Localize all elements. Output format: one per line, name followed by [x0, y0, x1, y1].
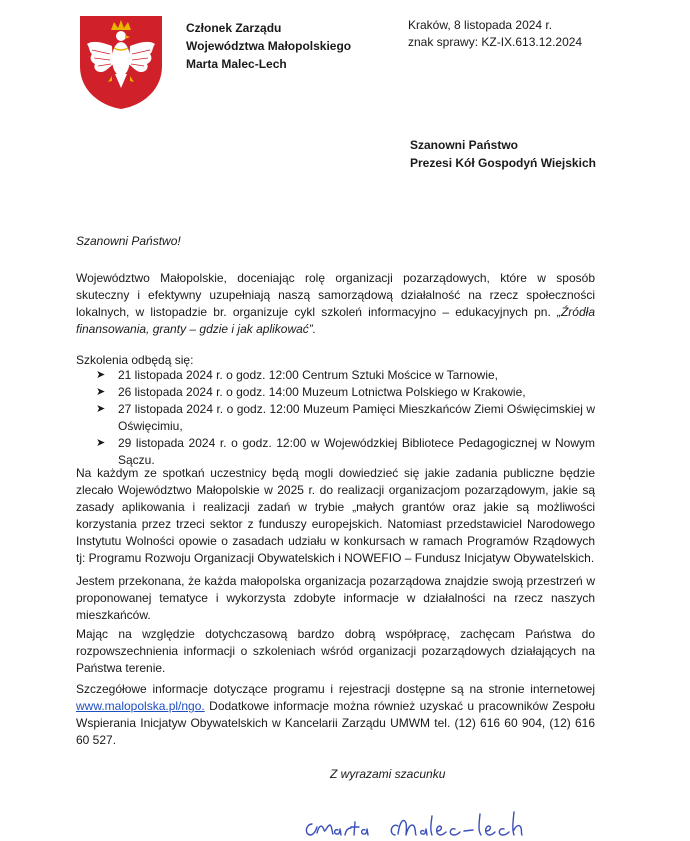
addressee-block	[410, 136, 596, 172]
addressee-salutation: Szanowni Państwo	[410, 138, 519, 152]
list-item: ➤ 29 listopada 2024 r. o godz. 12:00 w Wojewódzkiej Bibliotece Pedagogicznej w Nowym Sączu.	[96, 436, 595, 467]
case-reference: znak sprawy: KZ-IX.613.12.2024	[408, 35, 583, 49]
arrow-bullet-icon: ➤	[96, 403, 106, 415]
sender-office: Województwa Małopolskiego	[186, 39, 352, 53]
ngo-website-link[interactable]: www.malopolska.pl/ngo.	[76, 699, 205, 713]
training-series-title: „Źródła finansowania, granty – gdzie i jak aplikować”.	[76, 305, 595, 336]
sender-name: Marta Malec-Lech	[186, 57, 287, 71]
addressee-recipients: Prezesi Kół Gospodyń Wiejskich	[410, 156, 596, 170]
coat-of-arms-logo	[78, 14, 164, 110]
arrow-bullet-icon: ➤	[96, 386, 106, 398]
trainings-intro: Szkolenia odbędą się:	[76, 353, 194, 367]
letter-meta	[408, 17, 582, 51]
handwritten-signature	[298, 800, 558, 841]
greeting: Szanowni Państwo!	[76, 234, 181, 248]
paragraph-contact: Szczegółowe informacje dotyczące programu i rejestracji dostępne są na stronie internetowej www.malopolska.pl/ngo. Dodatkowe informacje można również uzyskać u pracowników Zespołu Wspierania Inicjatyw Obywatelskich w Kancelarii Zarządu UMWM tel. (12) 616 60 904, (12) 616 60 527.	[76, 682, 595, 747]
closing-phrase: Z wyrazami szacunku	[330, 767, 446, 781]
paragraph-intro-text: Województwo Małopolskie, doceniając rolę organizacji pozarządowych, które w sposób skuteczny i efektywny uzupełniają naszą samorządową działalność na rzecz społeczności lokalnych, w listopadzie br. organizuje cykl szkoleń informacyjno – edukacyjnych pn.	[76, 271, 595, 319]
list-item: ➤ 26 listopada 2024 r. o godz. 14:00 Muzeum Lotnictwa Polskiego w Krakowie,	[96, 385, 526, 399]
list-item: ➤ 27 listopada 2024 r. o godz. 12:00 Muzeum Pamięci Mieszkańców Ziemi Oświęcimskiej w Oświęcimiu,	[96, 402, 595, 433]
sender-block	[186, 19, 351, 73]
arrow-bullet-icon: ➤	[96, 369, 106, 381]
list-item: ➤ 21 listopada 2024 r. o godz. 12:00 Centrum Sztuki Mościce w Tarnowie,	[96, 368, 498, 382]
paragraph-intro	[76, 270, 595, 338]
trainings-list	[96, 367, 595, 469]
letter-date: Kraków, 8 listopada 2024 r.	[408, 18, 553, 32]
paragraph-details: Na każdym ze spotkań uczestnicy będą mogli dowiedzieć się jakie zadania publiczne będzie zlecało Województwo Małopolskie w 2025 r. do realizacji organizacjom pozarządowym, jakie są zasady aplikowania i realizacji zadań w trybie „małych grantów oraz jakie są możliwości korzystania przez trzeci sektor z funduszy europejskich. Natomiast przedstawiciel Narodowego Instytutu Wolności opowie o zasadach udziału w konkursach w ramach Programów Rządowych tj: Programu Rozwoju Organizacji Obywatelskich i NOWEFIO – Fundusz Inicjatyw Obywatelskich.	[76, 466, 595, 565]
paragraph-request: Mając na względzie dotychczasową bardzo dobrą współpracę, zachęcam Państwa do rozpowszechnienia informacji o szkoleniach wśród organizacji pozarządowych działających na Państwa terenie.	[76, 627, 595, 675]
sender-title: Członek Zarządu	[186, 21, 282, 35]
arrow-bullet-icon: ➤	[96, 437, 106, 449]
paragraph-conviction: Jestem przekonana, że każda małopolska organizacja pozarządowa znajdzie swoją przestrzeń w proponowanej tematyce i wykorzysta zdobyte informacje w działalności na rzecz naszych mieszkańców.	[76, 574, 595, 622]
